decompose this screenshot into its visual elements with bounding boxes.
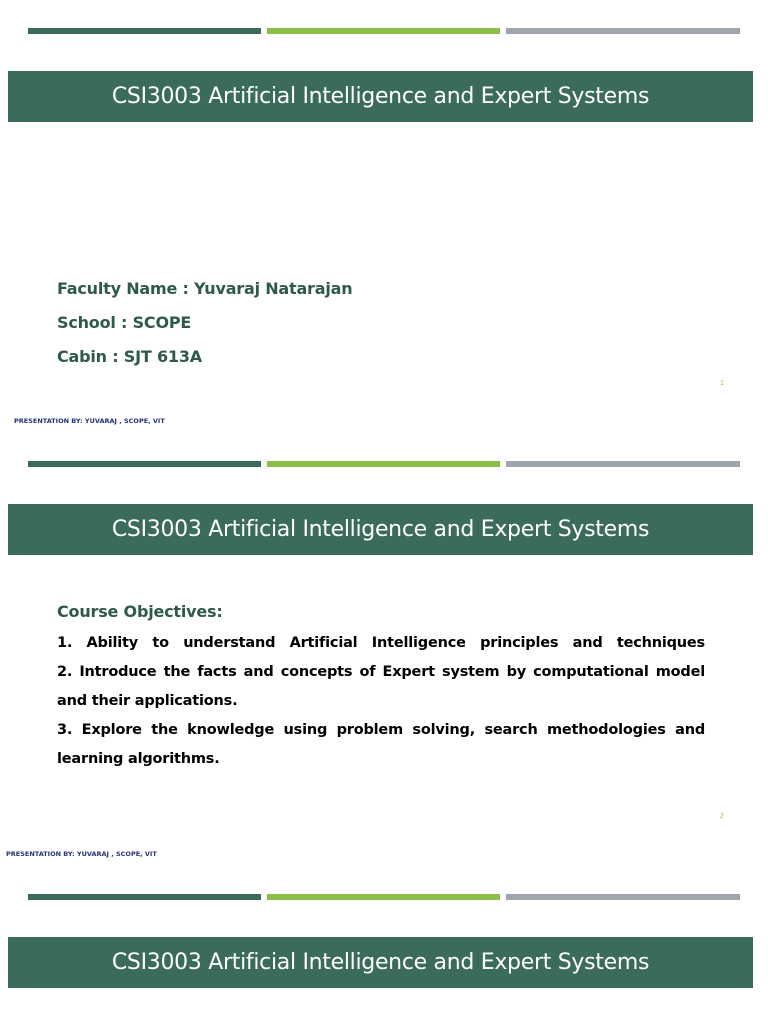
- title-band: [8, 504, 753, 555]
- slide-2: [0, 433, 768, 866]
- cabin-number: Cabin : SJT 613A: [57, 347, 202, 366]
- accent-bar-dark: [28, 894, 261, 900]
- slide-title: CSI3003 Artificial Intelligence and Expert Systems: [111, 84, 650, 109]
- slide-title: CSI3003 Artificial Intelligence and Expert Systems: [111, 950, 650, 975]
- accent-bar-gray: [506, 461, 740, 467]
- accent-bar-dark: [28, 461, 261, 467]
- faculty-name: Faculty Name : Yuvaraj Natarajan: [57, 279, 353, 298]
- presenter-footer: PRESENTATION BY: YUVARAJ , SCOPE, VIT: [6, 850, 157, 858]
- slide-title: CSI3003 Artificial Intelligence and Expert Systems: [111, 517, 650, 542]
- presenter-footer: PRESENTATION BY: YUVARAJ , SCOPE, VIT: [14, 417, 165, 425]
- accent-bars: [28, 461, 740, 467]
- accent-bar-green: [267, 894, 500, 900]
- page-number: 1: [720, 380, 724, 387]
- accent-bar-green: [267, 461, 500, 467]
- accent-bars: [28, 28, 740, 34]
- objective-item: 3. Explore the knowledge using problem solving, search methodologies and learning algorithms.: [57, 722, 705, 767]
- accent-bar-gray: [506, 28, 740, 34]
- accent-bar-gray: [506, 894, 740, 900]
- title-band: [8, 71, 753, 122]
- objectives-list: [57, 629, 705, 774]
- title-band: [8, 937, 753, 988]
- accent-bar-green: [267, 28, 500, 34]
- slide-3: [0, 866, 768, 1024]
- objectives-heading: Course Objectives:: [57, 602, 223, 621]
- accent-bars: [28, 894, 740, 900]
- objective-item: 1. Ability to understand Artificial Intelligence principles and techniques: [57, 635, 705, 651]
- accent-bar-dark: [28, 28, 261, 34]
- objective-item: 2. Introduce the facts and concepts of Expert system by computational model and their applications.: [57, 664, 705, 709]
- page-number: 2: [720, 813, 724, 820]
- school-name: School : SCOPE: [57, 313, 192, 332]
- slide-1: [0, 0, 768, 433]
